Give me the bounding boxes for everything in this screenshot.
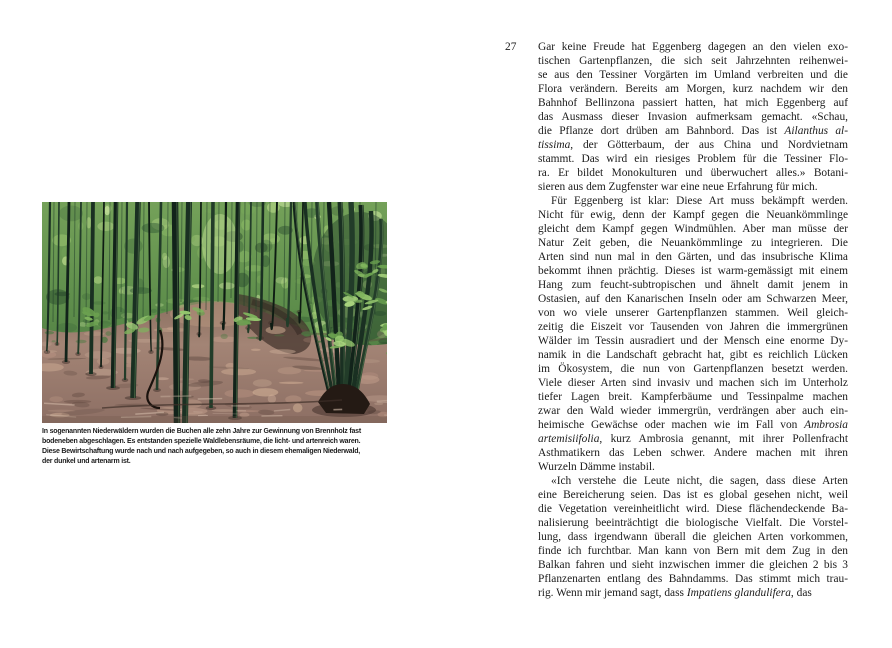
text-line: die Vegetation vereinheitlicht wird. Diese flächendeckende Ba- — [538, 503, 848, 515]
paragraph — [538, 474, 848, 600]
text-line: Wälder im Tessin ausradiert und der Mensch eine enorme Dy- — [538, 335, 848, 347]
caption-line: der dunkel und artenarm ist. — [42, 458, 131, 465]
text-line: zeitig die Eiszeit vor Tausenden von Jahren die immergrünen — [538, 321, 848, 333]
text-line: Hang zum feucht-subtropischen und ähnelt damit jenem in — [538, 279, 848, 291]
text-line: Nicht für ewig, denn der Kampf gegen die Neuankömmlinge — [538, 209, 848, 221]
figure — [42, 202, 387, 467]
text-line: rig. Wenn mir jemand sagt, dass Impatiens glandulifera, das — [538, 587, 812, 599]
text-line: Arten sind nun mal in den Gärten, und das insubrische Klima — [538, 251, 848, 263]
text-line: nalisierung beeinträchtigt die biologische Vielfalt. Die Vorstel- — [538, 517, 848, 529]
caption-line: In sogenannten Niederwäldern wurden die Buchen alle zehn Jahre zur Gewinnung von Brennholz fast — [42, 428, 361, 435]
text-line: Ostasien, auf den Kanarischen Inseln oder am Schwarzen Meer, — [538, 293, 848, 305]
caption-line: Diese Bewirtschaftung wurde nach und nach aufgegeben, so auch in diesem ehemaligen Niederwald, — [42, 448, 361, 455]
text-line: heimische Gewächse oder machen wie im Fall von Ambrosia — [538, 419, 848, 431]
text-line: eine Bereicherung seien. Das ist es global gesehen nicht, weil — [538, 489, 848, 501]
text-line: «Ich verstehe die Leute nicht, die sagen, dass diese Arten — [551, 475, 848, 487]
text-line: Bahnhof Bellinzona passiert hatten, hat mich Eggenberg auf — [538, 97, 848, 109]
figure-caption — [42, 427, 394, 467]
text-line: das Ausmass dieser Invasion aufmerksam gemacht. «Schau, — [538, 111, 848, 123]
text-line: artemisiifolia, kurz Ambrosia genannt, mit ihrer Pollenfracht — [538, 433, 848, 445]
paragraph — [538, 40, 848, 194]
text-line: zwar den Wald wieder immergrün, verdrängen aber auch ein- — [538, 405, 848, 417]
text-line: namik in die Landschaft gebracht hat, gibt es reichlich Lücken — [538, 349, 848, 361]
text-line: bekommt ihnen prächtig. Dieses ist warm-gemässigt mit einem — [538, 265, 848, 277]
text-line: tischen Gartenpflanzen, die sich seit Jahrzehnten reihenwei- — [538, 55, 848, 67]
text-line: Viele dieser Arten sind invasiv und machen sich im Unterholz — [538, 377, 848, 389]
text-line: Wurzeln Dämme instabil. — [538, 461, 655, 473]
page-number: 27 — [505, 41, 517, 53]
text-line: gleicht dem Kampf gegen Windmühlen. Aber man müsse der — [538, 223, 848, 235]
caption-line: bodeneben abgeschlagen. Es entstanden spezielle Waldlebensräume, die licht- und artenreich waren. — [42, 438, 361, 445]
text-line: stammt. Das wird ein riesiges Problem für die Tessiner Flo- — [538, 153, 848, 165]
text-line: finde ich furchtbar. Man kann von Bern mit dem Zug in den — [538, 545, 848, 557]
text-line: ra. Er bildet Monokulturen und überwuchert alles.» Botani- — [538, 167, 848, 179]
text-line: die Pflanze dort drüben am Bahnbord. Das ist Ailanthus al- — [538, 125, 848, 137]
text-line: sieren aus dem Zugfenster war eine neue Erfahrung für mich. — [538, 181, 818, 193]
text-line: Gar keine Freude hat Eggenberg dagegen an den vielen exo- — [538, 41, 848, 53]
text-line: tissima, der Götterbaum, der aus China und Nordvietnam — [538, 139, 848, 151]
text-line: von wo viele unserer Gartenpflanzen stammen. Weil gleich- — [538, 307, 848, 319]
text-line: Asthmatikern das Leben schwer. Andere machen mit ihren — [538, 447, 848, 459]
text-line: Natur Zeit geben, die Neuankömmlinge zu integrieren. Die — [538, 237, 848, 249]
text-line: im Ökosystem, die nun von Gartenpflanzen besetzt werden. — [538, 363, 848, 375]
forest-photo — [42, 202, 387, 423]
text-line: Flora verändern. Bereits am Morgen, kurz nachdem wir den — [538, 83, 848, 95]
text-line: Pflanzenarten entlang des Bahndamms. Das stimmt mich trau- — [538, 573, 848, 585]
text-line: se aus den Tessiner Vorgärten im Umland verbreiten und die — [538, 69, 848, 81]
text-line: Für Eggenberg ist klar: Diese Art muss bekämpft werden. — [551, 195, 848, 207]
paragraph — [538, 194, 848, 474]
text-line: lung, dass irgendwann überall die gleichen Arten vorkommen, — [538, 531, 848, 543]
forest-art — [42, 202, 387, 423]
article-text — [538, 40, 848, 600]
text-line: tiefer Lagen breit. Kampferbäume und Tessinpalme machen — [538, 391, 848, 403]
text-line: Balkan fahren und sieht inzwischen immer die gleichen 2 bis 3 — [538, 559, 848, 571]
